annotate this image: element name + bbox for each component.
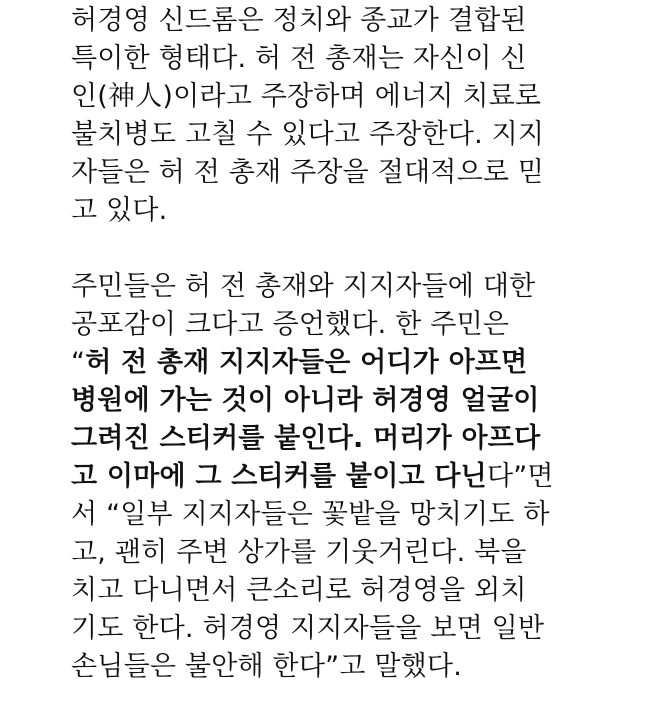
quote-bold-run: 병원에 가는 것이 아니라 허경영 얼굴이 bbox=[71, 385, 540, 416]
text-line bbox=[71, 344, 631, 382]
text-line bbox=[71, 420, 631, 458]
text-line bbox=[71, 382, 631, 420]
text-run: 특이한 형태다. 허 전 총재는 자신이 신 bbox=[71, 43, 527, 74]
text-line bbox=[71, 458, 631, 496]
text-run: 불치병도 고칠 수 있다고 주장한다. 지지 bbox=[71, 119, 545, 150]
text-run: 손님들은 불안해 한다”고 말했다. bbox=[71, 651, 462, 682]
text-run: 자들은 허 전 총재 주장을 절대적으로 믿 bbox=[71, 157, 545, 188]
text-run: 인(神人)이라고 주장하며 에너지 치료로 bbox=[71, 81, 542, 112]
text-run: 공포감이 크다고 증언했다. 한 주민은 bbox=[71, 309, 510, 340]
text-line bbox=[71, 2, 631, 40]
text-line bbox=[71, 192, 631, 230]
text-run: 고 있다. bbox=[71, 195, 168, 226]
quote-bold-run: 고 이마에 그 스티커를 붙이고 다닌 bbox=[71, 461, 487, 492]
text-run: 다”면 bbox=[486, 461, 554, 492]
text-line bbox=[71, 154, 631, 192]
quote-bold-run: 그려진 스티커를 붙인다. 머리가 아프다 bbox=[71, 423, 541, 454]
quote-bold-run: 허 전 총재 지지자들은 어디가 아프면 bbox=[85, 347, 528, 378]
text-line bbox=[71, 610, 631, 648]
text-run: 기도 한다. 허경영 지지자들을 보면 일반 bbox=[71, 613, 545, 644]
paragraph bbox=[71, 2, 631, 230]
text-run: 허경영 신드롬은 정치와 종교가 결합된 bbox=[71, 5, 527, 36]
text-line bbox=[71, 40, 631, 78]
text-line bbox=[71, 572, 631, 610]
text-run: 치고 다니면서 큰소리로 허경영을 외치 bbox=[71, 575, 527, 606]
text-line bbox=[71, 648, 631, 686]
text-line bbox=[71, 496, 631, 534]
text-run: 서 “일부 지지자들은 꽃밭을 망치기도 하 bbox=[71, 499, 550, 530]
text-line bbox=[71, 268, 631, 306]
text-run: “ bbox=[71, 347, 86, 378]
text-run: 주민들은 허 전 총재와 지지자들에 대한 bbox=[71, 271, 536, 302]
text-line bbox=[71, 306, 631, 344]
paragraph-gap bbox=[71, 230, 631, 268]
text-line bbox=[71, 116, 631, 154]
text-line bbox=[71, 78, 631, 116]
article-body bbox=[71, 2, 631, 686]
paragraph bbox=[71, 268, 631, 686]
text-run: 고, 괜히 주변 상가를 기웃거린다. 북을 bbox=[71, 537, 527, 568]
text-line bbox=[71, 534, 631, 572]
